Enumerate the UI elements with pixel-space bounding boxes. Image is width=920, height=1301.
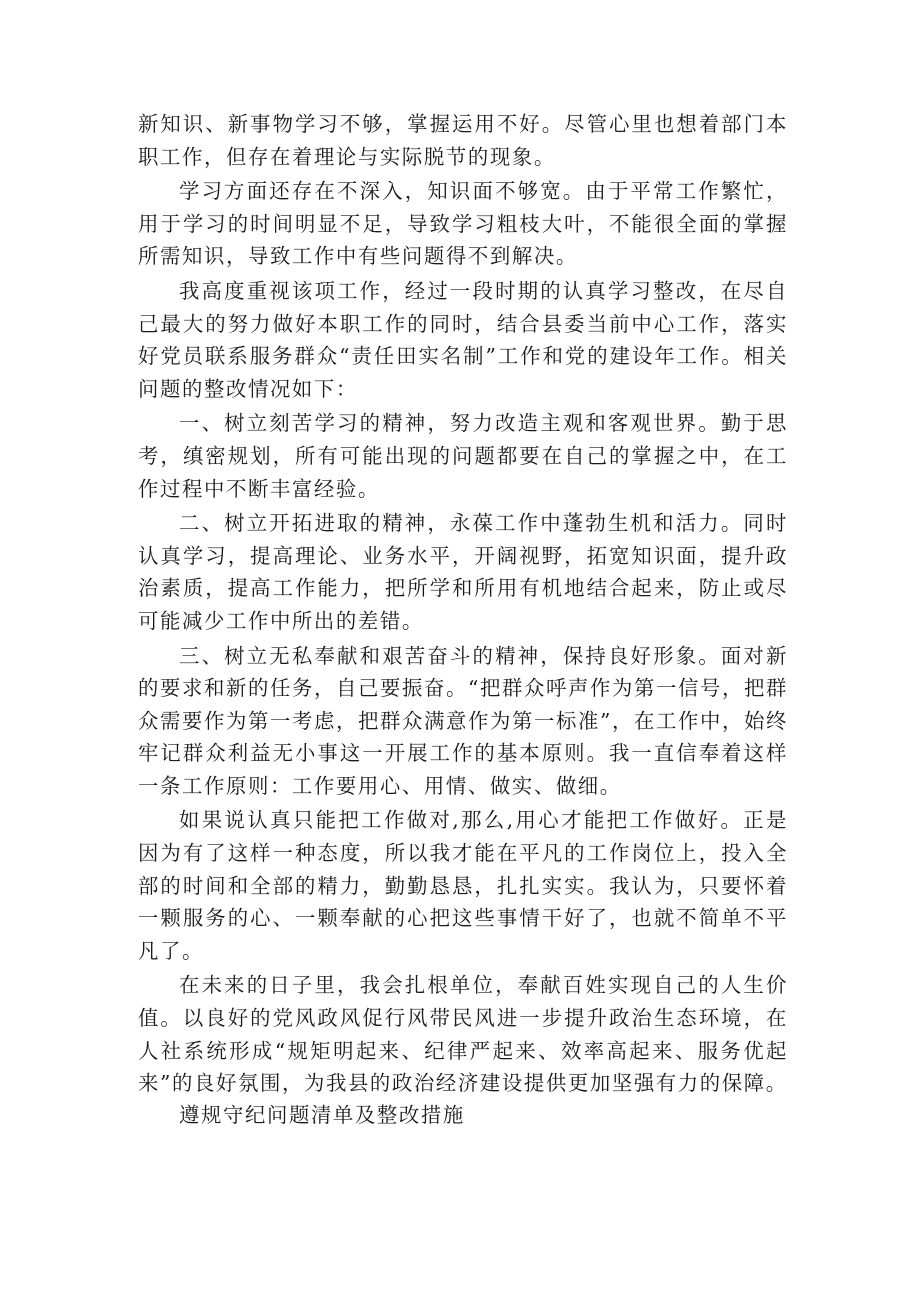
paragraph-measure-two: 二、树立开拓进取的精神，永葆工作中蓬勃生机和活力。同时认真学习，提高理论、业务水平，开阔视野，拓宽知识面，提升政治素质，提高工作能力，把所学和所用有机地结合起来，防止或尽可能减少工作中所出的差错。 xyxy=(138,511,788,633)
paragraph-continuation: 新知识、新事物学习不够，掌握运用不好。尽管心里也想着部门本职工作，但存在着理论与实际脱节的现象。 xyxy=(138,112,788,169)
paragraph-measure-three: 三、树立无私奉献和艰苦奋斗的精神，保持良好形象。面对新的要求和新的任务，自己要振奋。“把群众呼声作为第一信号，把群众需要作为第一考虑，把群众满意作为第一标准”，在工作中，始终牢记群众利益无小事这一开展工作的基本原则。我一直信奉着这样一条工作原则：工作要用心、用情、做实、做细。 xyxy=(138,643,788,798)
document-page xyxy=(138,108,788,1130)
paragraph-attitude: 如果说认真只能把工作做对,那么,用心才能把工作做好。正是因为有了这样一种态度，所以我才能在平凡的工作岗位上，投入全部的时间和全部的精力，勤勤恳恳，扎扎实实。我认为，只要怀着一颗服务的心、一颗奉献的心把这些事情干好了，也就不简单不平凡了。 xyxy=(138,808,788,963)
paragraph-study-issue: 学习方面还存在不深入，知识面不够宽。由于平常工作繁忙，用于学习的时间明显不足，导致学习粗枝大叶，不能很全面的掌握所需知识，导致工作中有些问题得不到解决。 xyxy=(138,179,788,269)
next-section-heading: 遵规守纪问题清单及整改措施 xyxy=(179,1102,465,1127)
paragraph-measure-one: 一、树立刻苦学习的精神，努力改造主观和客观世界。勤于思考，缜密规划，所有可能出现的问题都要在自己的掌握之中，在工作过程中不断丰富经验。 xyxy=(138,411,788,501)
paragraph-future: 在未来的日子里，我会扎根单位，奉献百姓实现自己的人生价值。以良好的党风政风促行风带民风进一步提升政治生态环境，在人社系统形成“规矩明起来、纪律严起来、效率高起来、服务优起来”的良好氛围，为我县的政治经济建设提供更加坚强有力的保障。 xyxy=(138,973,788,1096)
paragraph-rectification-intro: 我高度重视该项工作，经过一段时期的认真学习整改，在尽自己最大的努力做好本职工作的同时，结合县委当前中心工作，落实好党员联系服务群众“责任田实名制”工作和党的建设年工作。相关问题的整改情况如下： xyxy=(138,278,788,401)
